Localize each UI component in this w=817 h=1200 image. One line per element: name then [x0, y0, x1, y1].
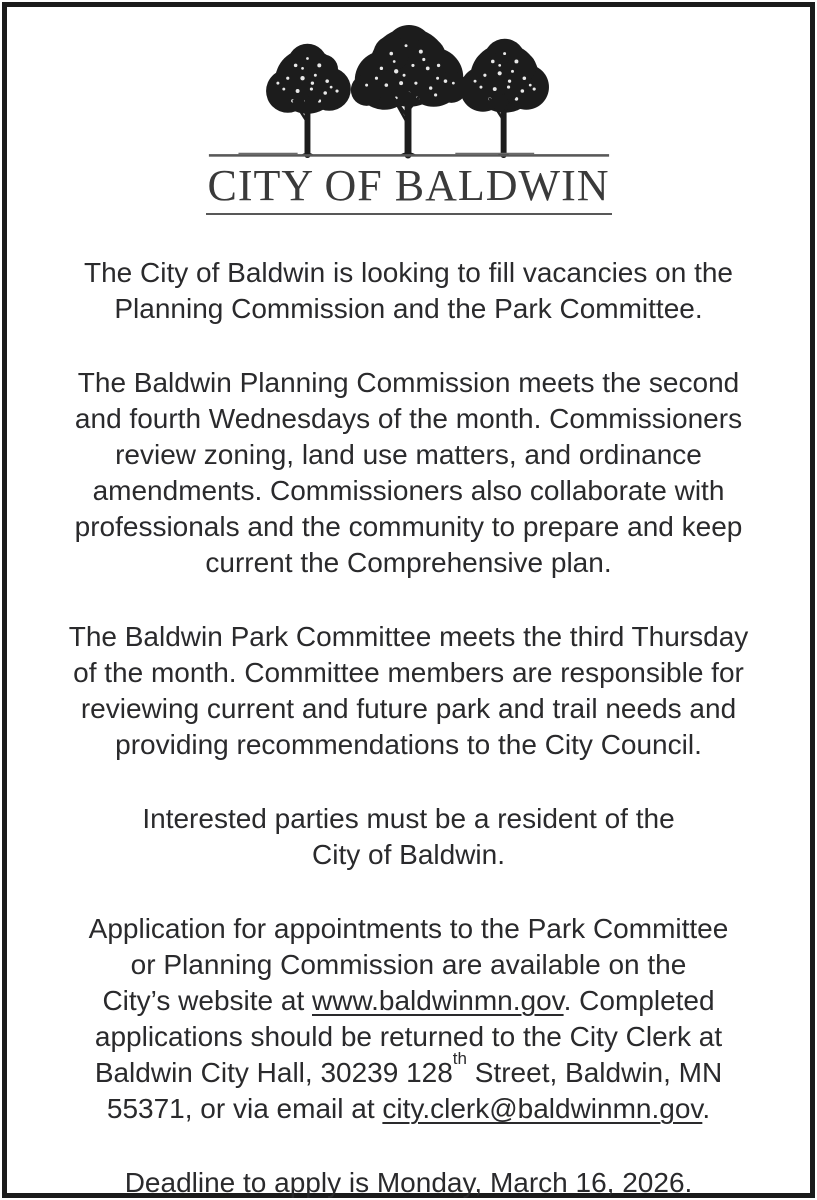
text-line	[14, 983, 804, 1019]
page-content	[7, 7, 810, 1198]
planning-commission-paragraph	[14, 365, 804, 581]
text-line	[14, 291, 804, 327]
city-of-baldwin-logo	[206, 24, 612, 215]
text-line	[14, 1019, 804, 1055]
text-segment: current the Comprehensive plan.	[205, 547, 612, 578]
text-line	[14, 437, 804, 473]
text-segment: and fourth Wednesdays of the month. Commissioners	[74, 403, 743, 434]
text-segment: The City of Baldwin is looking to fill vacancies on the	[84, 257, 733, 288]
text-line	[14, 691, 804, 727]
text-segment: Baldwin City Hall, 30239 128	[94, 1057, 453, 1088]
text-segment: applications should be returned to the City Clerk at	[94, 1021, 723, 1052]
text-line	[14, 545, 804, 581]
text-segment: City of Baldwin.	[312, 839, 505, 870]
text-segment: The Baldwin Planning Commission meets the second	[77, 367, 740, 398]
email-link[interactable]: city.clerk@baldwinmn.gov	[382, 1093, 703, 1124]
text-line	[14, 1048, 804, 1091]
text-segment: Deadline to apply is Monday, March 16, 2026.	[124, 1167, 693, 1198]
text-line	[14, 255, 804, 291]
text-line	[14, 1165, 804, 1200]
text-line	[14, 1091, 804, 1127]
residency-paragraph	[14, 801, 804, 873]
text-line	[14, 365, 804, 401]
text-line	[14, 947, 804, 983]
text-segment: Planning Commission and the Park Committee.	[114, 293, 703, 324]
text-line	[14, 837, 804, 873]
text-segment: The Baldwin Park Committee meets the third Thursday	[68, 621, 749, 652]
text-segment: providing recommendations to the City Council.	[115, 729, 702, 760]
website-link[interactable]: www.baldwinmn.gov	[312, 985, 564, 1016]
text-segment: 55371, or via email at	[106, 1093, 383, 1124]
ordinal-suffix: th	[452, 1048, 467, 1068]
deadline-paragraph	[14, 1165, 804, 1200]
text-segment: Application for appointments to the Park Committee	[88, 913, 729, 944]
vacancies-intro-paragraph	[14, 255, 804, 327]
three-trees-icon	[206, 24, 612, 162]
text-segment: or Planning Commission are available on the	[130, 949, 687, 980]
text-line	[14, 473, 804, 509]
notice-body	[14, 255, 804, 1200]
text-segment: Interested parties must be a resident of the	[142, 803, 675, 834]
text-line	[14, 911, 804, 947]
text-line	[14, 509, 804, 545]
text-segment: reviewing current and future park and trail needs and	[80, 693, 737, 724]
text-segment: of the month. Committee members are responsible for	[73, 657, 744, 688]
park-committee-paragraph	[14, 619, 804, 763]
application-paragraph	[14, 911, 804, 1127]
text-segment: City’s website at	[102, 985, 312, 1016]
text-line	[14, 727, 804, 763]
text-line	[14, 401, 804, 437]
text-segment: . Completed	[563, 985, 715, 1016]
text-segment: review zoning, land use matters, and ordinance	[115, 439, 702, 470]
logo-title: CITY OF BALDWIN	[206, 162, 612, 215]
text-segment: Street, Baldwin, MN	[466, 1057, 723, 1088]
text-segment: amendments. Commissioners also collaborate with	[92, 475, 725, 506]
text-line	[14, 619, 804, 655]
text-line	[14, 655, 804, 691]
text-line	[14, 801, 804, 837]
text-segment: professionals and the community to prepare and keep	[74, 511, 743, 542]
logo-ground-line	[208, 154, 608, 157]
text-segment: .	[702, 1093, 711, 1124]
